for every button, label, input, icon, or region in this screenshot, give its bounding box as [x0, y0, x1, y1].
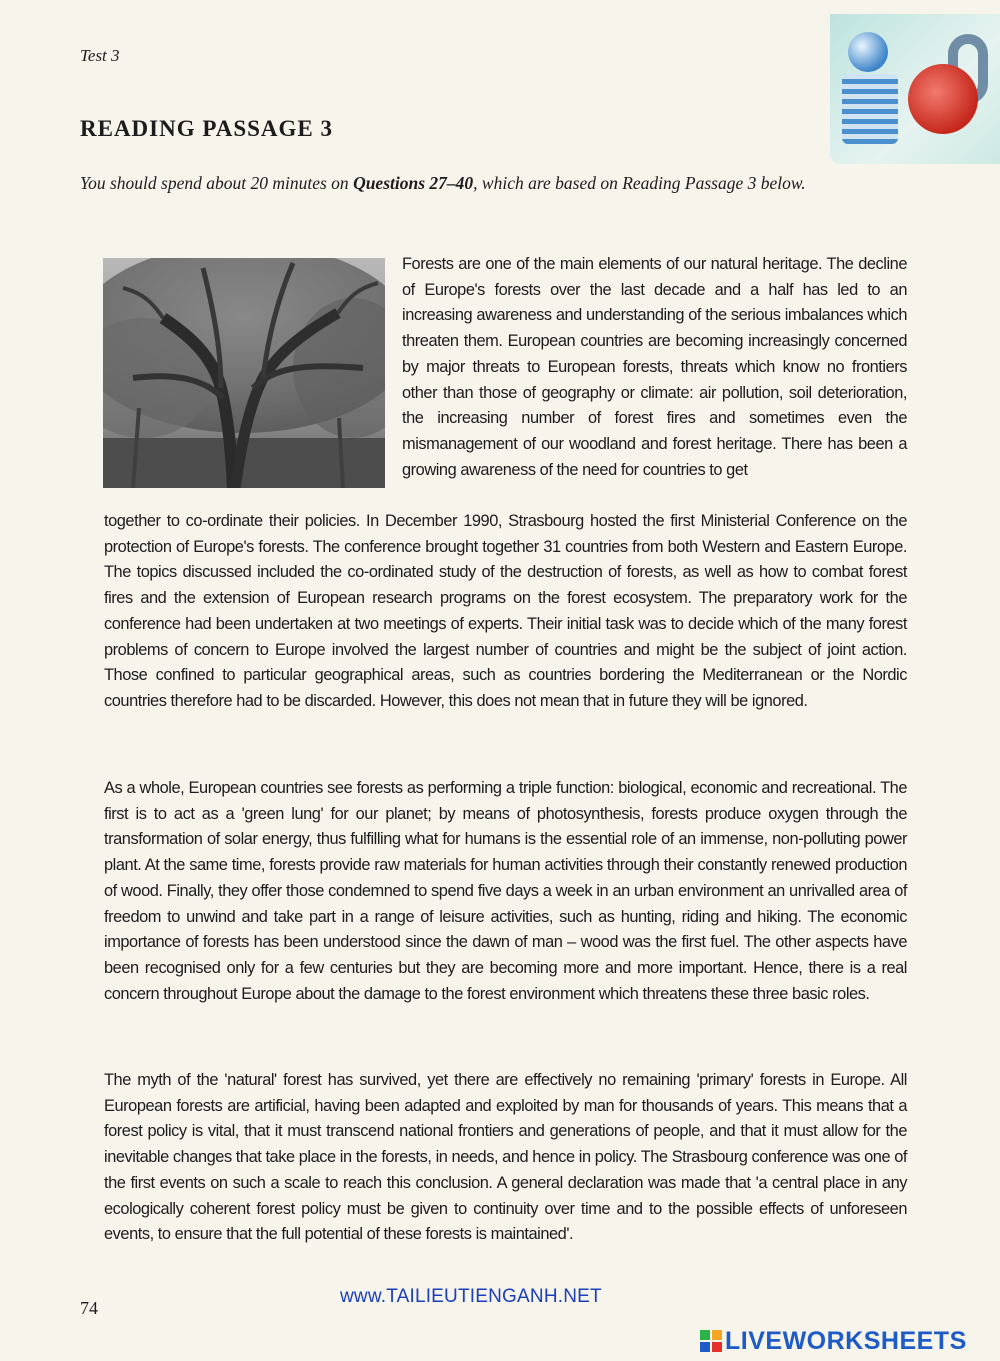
paragraph-3: The myth of the 'natural' forest has survived, yet there are effectively no remaining 'primary' forests in Europe. All European forests are artificial, having been adapted and exploited by man for thousands of years. This means that a forest policy is vital, that it must transcend national frontiers and generations of people, and that it must allow for the inevitable changes that take place in the forests, in needs, and hence in policy. The Strasbourg conference was one of the first events on such a scale to reach this conclusion. A general declaration was made that 'a central place in any ecologically coherent forest policy must be given to continuity over time and to the possible effects of unforeseen events, to ensure that the full potential of these forests is maintained'.: [104, 1071, 907, 1244]
liveworksheets-brand[interactable]: [700, 1327, 967, 1356]
paragraph-2: As a whole, European countries see forests as performing a triple function: biological, economic and recreational. The first is to act as a 'green lung' for our planet; by means of photosynthesis, forests produce oxygen through the transformation of solar energy, thus fulfilling what for humans is the essential role of an immense, non-polluting power plant. At the same time, forests provide raw materials for human activities through their constantly renewed production of wood. Finally, they offer those condemned to spend five days a week in an urban environment an unrivalled area of freedom to unwind and take part in a range of leisure activities, such as hunting, riding and hiking. The economic importance of forests has been understood since the dawn of man – wood was the first fuel. The other aspects have been recognised only for a few centuries but they are becoming more and more important. Hence, there is a real concern throughout Europe about the damage to the forest environment which threatens these three basic roles.: [104, 779, 907, 1003]
forest-photo-icon: [103, 258, 385, 488]
publisher-logo-icon: [830, 14, 1000, 164]
liveworksheets-label: LIVEWORKSHEETS: [725, 1327, 967, 1355]
paragraph-1-continued: together to co-ordinate their policies. In December 1990, Strasbourg hosted the first Ministerial Conference on the protection of Europe's forests. The conference brought together 31 countries from both Western and Eastern Europe. The topics discussed included the co-ordinated study of the destruction of forests, as well as how to combat forest fires and the extension of European research programs on the forest ecosystem. The preparatory work for the conference had been undertaken at two meetings of experts. Their initial task was to decide which of the many forest problems of concern to Europe involved the largest number of countries and might be the subject of joint action. Those confined to particular geographical areas, such as countries bordering the Mediterranean or the Nordic countries therefore had to be discarded. However, this does not mean that in future they will be ignored.: [104, 512, 907, 710]
paragraph-1-beside-image: Forests are one of the main elements of our natural heritage. The decline of Europe's forests over the last decade and a half has led to an increasing awareness and understanding of the serious imbalances which threaten them. European countries are becoming increasingly concerned by major threats to European forests, threats which know no frontiers other than those of geography or climate: air pollution, soil deterioration, the increasing number of forest fires and sometimes even the mismanagement of our woodland and forest heritage. There has been a growing awareness of the need for countries to get: [402, 255, 907, 479]
instructions-questions: Questions 27–40: [353, 173, 474, 193]
instructions-part1: You should spend about 20 minutes on: [80, 173, 354, 193]
passage-title: READING PASSAGE 3: [80, 116, 333, 141]
liveworksheets-logo-icon: [700, 1330, 722, 1352]
test-label: Test 3: [80, 46, 120, 65]
instructions: [80, 170, 925, 196]
website-link[interactable]: www.TAILIEUTIENGANH.NET: [340, 1286, 602, 1307]
instructions-part2: , which are based on Reading Passage 3 below.: [473, 173, 806, 193]
page-number: 74: [80, 1298, 98, 1318]
